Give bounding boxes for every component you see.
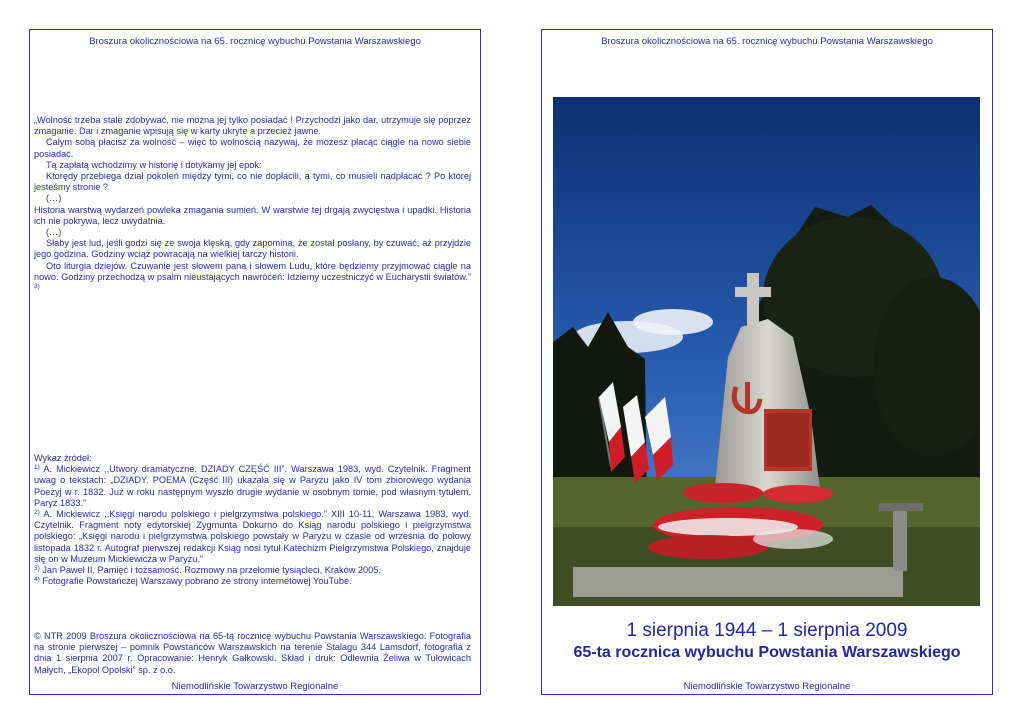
page-header: Broszura okolicznościowa na 65. rocznicę wybuchu Powstania Warszawskiego: [89, 36, 421, 47]
page-footer: Niemodlińskie Towarzystwo Regionalne: [683, 681, 851, 692]
monument-photo: [553, 97, 980, 606]
source-text: A. Mickiewicz ,,Księgi narodu polskiego i pielgrzymstwa polskiego.” XIII 10-11, Warszawa 1983, wyd. Czytelnik. Fragment noty edytorskiej Zygmunta Dokurno do Ksiąg narodu polskiego i pielgrzymstwa polskiego: „Księgi narodu i pielgrzymstwa polskiego powstały w Paryżu w czasie od września do połowy listopada 1832 r. Autograf pierwszej redakcji Ksiąg nosi tytuł Katechizm Pielgrzymstwa Polskiego, znajduje się on w Muzeum Mickiewicza w Paryżu.”: [34, 509, 471, 564]
footnote-number: 3): [34, 565, 40, 573]
poem-quote: [34, 115, 471, 294]
poem-paragraph: Tą zapłatą wchodzimy w historię i dotykamy jej epok:: [46, 159, 262, 170]
footnote-number: 4): [34, 576, 40, 584]
page-footer: Niemodlińskie Towarzystwo Regionalne: [171, 681, 339, 692]
right-page: [541, 29, 993, 695]
source-text: Fotografie Powstańczej Warszawy pobrano ze strony internetowej YouTube.: [39, 576, 352, 587]
source-item: [34, 576, 471, 587]
footnote-number: 2): [34, 509, 40, 517]
colophon: © NTR 2009 Broszura okolicznościowa na 65-tą rocznicę wybuchu Powstania Warszawskiego. Fotografia na stronie pierwszej – pomnik Powstańców Warszawskich na terenie Stalagu 344 Lamsdorf, fotografia z dnia 1 sierpnia 2007 r. Opracowanie: Henryk Gałkowski. Skład i druk: Odlewnia Żeliwa w Tułowicach Małych, „Ekopol Opolski” sp. z o.o.: [34, 631, 471, 675]
footnote-number: 1): [34, 464, 40, 472]
source-item: [34, 464, 471, 509]
poem-paragraph: Historia warstwą wydarzeń powleka zmagania sumień. W warstwie tej drgają zwycięstwa i upadki. Historia ich nie pokrywa, lecz uwydatnia.: [34, 204, 471, 226]
poem-paragraph: [34, 261, 471, 295]
source-text: A. Mickiewicz ,,Utwory dramatyczne. DZIADY CZĘŚĆ III”. Warszawa 1983, wyd. Czytelnik. Fragment uwag o tekstach: „DZIADY. POEMA (Część III) ukazała się w Paryżu jako IV tom zbiorowego wydania Poezyj w r. 1832. Już w roku następnym wyszło drugie wydanie w osobnym tomie, pod własnym tytułem, Paryż 1833.”: [34, 464, 471, 508]
footnote-ref: 3): [34, 283, 40, 291]
page-header: Broszura okolicznościowa na 65. rocznicę wybuchu Powstania Warszawskiego: [601, 36, 933, 47]
source-text: Jan Paweł II, Pamięć i tożsamość. Rozmowy na przełomie tysiącleci, Kraków 2005.: [39, 565, 381, 576]
poem-ellipsis: (…): [46, 193, 62, 204]
source-item: [34, 565, 471, 576]
poem-paragraph: Całym sobą płacisz za wolność – więc to wolnością nazywaj, że możesz płacąc ciągle na nowo siebie posiadać.: [34, 137, 471, 159]
anniversary-dates: 1 sierpnia 1944 – 1 sierpnia 2009: [626, 620, 908, 641]
poem-ellipsis: (…): [46, 227, 62, 238]
anniversary-title: 65-ta rocznica wybuchu Powstania Warszawskiego: [573, 644, 961, 661]
sources-heading: Wykaz źródeł:: [34, 453, 92, 463]
source-item: [34, 509, 471, 565]
monument-photo-illustration: [553, 97, 980, 606]
left-page: [29, 29, 481, 695]
poem-paragraph: Ktorędy przebiega dział pokoleń między tymi, co nie dopłacili, a tymi, co musieli nadpłacać ? Po której jesteśmy stronie ?: [34, 171, 471, 193]
sources-list: [34, 453, 471, 587]
poem-paragraph: „Wolność trzeba stale zdobywać, nie można jej tylko posiadać ! Przychodzi jako dar, utrzymuje się poprzez zmaganie. Dar i zmaganie wpisują się w karty ukryte a przecież jawne.: [34, 115, 471, 137]
poem-paragraph: Słaby jest lud, jeśli godzi się ze swoja klęską, gdy zapomina, że został posłany, by czuwać, aż przyjdzie jego godzina. Godziny wciąż powracają na wielkiej tarczy historii.: [34, 238, 471, 260]
poem-last-text: Oto liturgia dziejów. Czuwanie jest słowem pana i słowem Ludu, które będziemy przyjmować ciągle na nowo. Godziny przechodzą w psalm nieustających nawróceń: Idziemy uczestniczyć w Eucharystii światów.”: [34, 260, 471, 282]
